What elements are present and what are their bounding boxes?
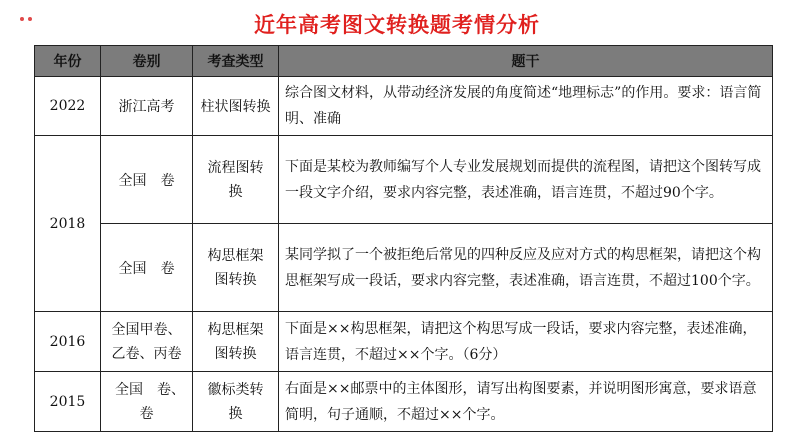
paper-cell: 浙江高考 (101, 77, 193, 136)
header-stem: 题干 (279, 46, 773, 77)
exam-analysis-table (34, 45, 773, 432)
stem-cell: 下面是××构思框架，请把这个构思写成一段话，要求内容完整，表述准确，语言连贯，不超过××个字。（6分） (279, 312, 773, 372)
paper-cell: 全国 卷、 卷 (101, 372, 193, 432)
table-row (35, 77, 773, 136)
table-row (35, 224, 773, 312)
table-row (35, 136, 773, 224)
paper-cell: 全国 卷 (101, 224, 193, 312)
stem-cell: 某同学拟了一个被拒绝后常见的四种反应及应对方式的构思框架，请把这个构思框架写成一段话，要求内容完整，表述准确，语言连贯，不超过100个字。 (279, 224, 773, 312)
header-row (35, 46, 773, 77)
header-type: 考查类型 (193, 46, 279, 77)
table-row (35, 312, 773, 372)
stem-cell: 下面是某校为教师编写个人专业发展规划而提供的流程图，请把这个图转写成一段文字介绍，要求内容完整，表述准确，语言连贯，不超过90个字。 (279, 136, 773, 224)
type-cell: 徽标类转换 (193, 372, 279, 432)
stem-cell: 综合图文材料，从带动经济发展的角度简述“地理标志”的作用。要求：语言简明、准确 (279, 77, 773, 136)
stem-cell: 右面是××邮票中的主体图形，请写出构图要素，并说明图形寓意，要求语意简明，句子通顺，不超过××个字。 (279, 372, 773, 432)
type-cell: 流程图转换 (193, 136, 279, 224)
type-cell: 柱状图转换 (193, 77, 279, 136)
year-cell: 2015 (35, 372, 101, 432)
header-paper: 卷别 (101, 46, 193, 77)
header-year: 年份 (35, 46, 101, 77)
year-cell: 2022 (35, 77, 101, 136)
paper-cell: 全国甲卷、乙卷、丙卷 (101, 312, 193, 372)
type-cell: 构思框架图转换 (193, 224, 279, 312)
page-title: 近年高考图文转换题考情分析 (254, 13, 540, 37)
paper-cell: 全国 卷 (101, 136, 193, 224)
type-cell: 构思框架图转换 (193, 312, 279, 372)
year-cell: 2016 (35, 312, 101, 372)
year-cell: 2018 (35, 136, 101, 312)
table-row (35, 372, 773, 432)
